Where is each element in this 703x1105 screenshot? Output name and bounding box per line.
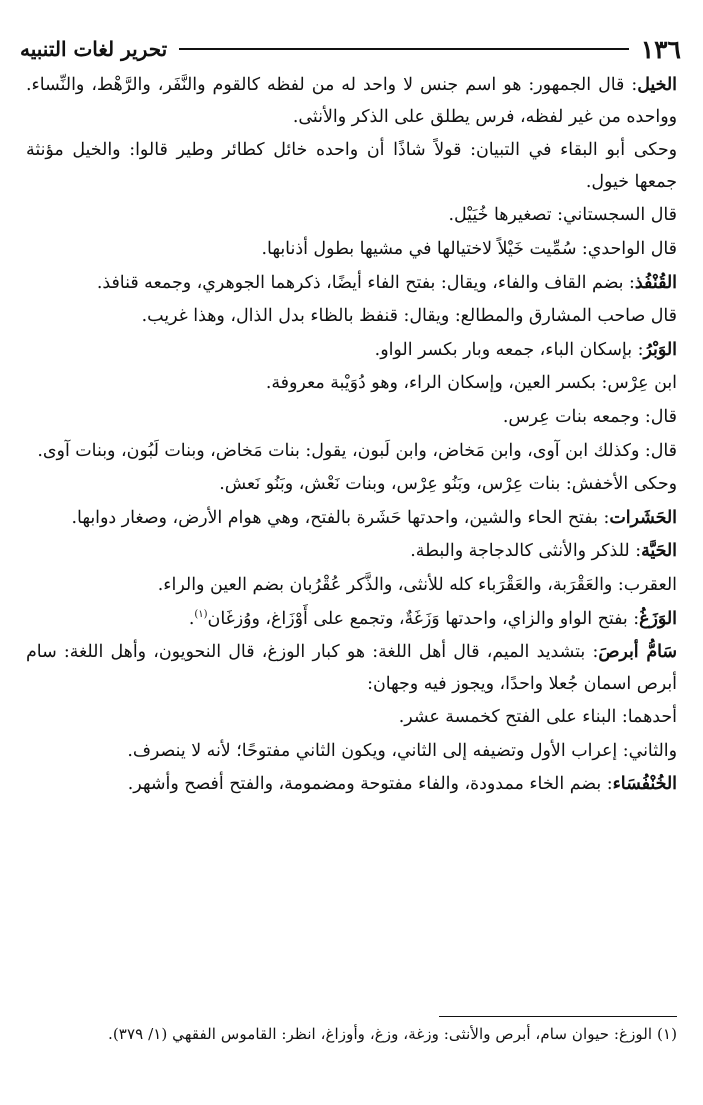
paragraph <box>26 637 677 700</box>
paragraph <box>26 570 677 602</box>
paragraph-text: قال: وكذلك ابن آوى، وابن مَخاض، وابن لَبون، يقول: بنات مَخاض، وبنات لَبُون، وبنات آوى. <box>37 440 677 461</box>
paragraph-text: : بفتح الواو والزاي، واحدتها وَزَغَةٌ، وتجمع على أَوْزَاغ، ووُزغَان <box>207 608 640 629</box>
paragraph-text: قال: وجمعه بنات عِرس. <box>502 406 677 427</box>
paragraph <box>26 234 677 266</box>
paragraph-text: : بفتح الحاء والشين، واحدتها حَشَرة بالفتح، وهي هوام الأرض، وصغار دوابها. <box>71 507 610 528</box>
paragraph-text: : بضم الخاء ممدودة، والفاء مفتوحة ومضمومة، والفتح أفصح وأشهر. <box>127 774 613 795</box>
footnote-rule <box>439 1016 677 1017</box>
lemma: الحَشَرات <box>609 507 677 528</box>
body-text <box>26 70 677 801</box>
page-header <box>20 32 681 66</box>
paragraph <box>26 702 677 734</box>
paragraph <box>26 503 677 535</box>
lemma: سَامُّ أبرصَ <box>598 642 678 663</box>
paragraph-text: قال الواحدي: سُمِّيت خَيْلاً لاختيالها في مشيها بطول أذنابها. <box>261 238 677 259</box>
paragraph <box>26 402 677 434</box>
paragraph-text: قال صاحب المشارق والمطالع: ويقال: قنفظ بالظاء بدل الذال، وهذا غريب. <box>141 306 677 327</box>
paragraph <box>26 736 677 768</box>
paragraph <box>26 268 677 300</box>
paragraph-text: والثاني: إعراب الأول وتضيفه إلى الثاني، ويكون الثاني مفتوحًا؛ لأنه لا ينصرف. <box>127 740 677 761</box>
paragraph <box>26 769 677 801</box>
paragraph <box>26 368 677 400</box>
paragraph <box>26 604 677 636</box>
paragraph-text: وحكى أبو البقاء في التبيان: قولاً شاذًا أن واحده خائل كطائر وطير قالوا: والخيل مؤنثة جمعها خيول. <box>26 140 677 192</box>
page-number: ١٣٦ <box>640 34 681 64</box>
lemma: الوَبْرُ <box>643 339 677 360</box>
paragraph <box>26 536 677 568</box>
running-title: تحرير لغات التنبيه <box>20 37 168 61</box>
paragraph <box>26 200 677 232</box>
paragraph-text: أحدهما: البناء على الفتح كخمسة عشر. <box>398 707 677 728</box>
lemma: الخُنْفُسَاء <box>612 774 677 795</box>
paragraph-text: : بتشديد الميم، قال أهل اللغة: هو كبار الوزغ، قال النحويون، وأهل اللغة: سام أبرص اسمان جُعلا واحدًا، ويجوز فيه وجهان: <box>26 642 677 694</box>
paragraph <box>26 301 677 333</box>
paragraph-text: : بإسكان الباء، جمعه وبار بكسر الواو. <box>374 339 644 360</box>
paragraph-text: قال السجستاني: تصغيرها خُيَيْل. <box>448 205 677 226</box>
paragraph <box>26 135 677 198</box>
paragraph-text: : للذكر والأنثى كالدجاجة والبطة. <box>410 541 642 562</box>
lemma: الحَيَّة <box>641 541 677 562</box>
paragraph <box>26 436 677 468</box>
paragraph-text: ابن عِرْس: بكسر العين، وإسكان الراء، وهو دُوَيْبة معروفة. <box>265 373 677 394</box>
lemma: القُنْفُذ <box>634 272 677 293</box>
paragraph <box>26 469 677 501</box>
footnote: (١) الوزغ: حيوان سام، أبرص والأنثى: وزغة، وزغ، وأوزاغ، انظر: القاموس الفقهي (١/ ٣٧٩). <box>108 1025 677 1043</box>
lemma: الوَزَغُ <box>639 608 677 629</box>
paragraph-text: : بضم القاف والفاء، ويقال: بفتح الفاء أيضًا، ذكرهما الجوهري، وجمعه قنافذ. <box>96 272 635 293</box>
lemma: الخيل <box>637 75 677 95</box>
paragraph-text: : قال الجمهور: هو اسم جنس لا واحد له من لفظه كالقوم والنَّفَر، والرَّهْط، والنِّساء. وواحده من غير لفظه، فرس يطلق على الذكر والأنثى. <box>26 75 677 127</box>
header-rule <box>179 48 628 50</box>
paragraph-tail: . <box>188 608 195 629</box>
paragraph <box>26 335 677 367</box>
paragraph-text: وحكى الأخفش: بنات عِرْس، وبَنُو عِرْس، وبنات نَعْش، وبَنُو نَعش. <box>219 474 677 495</box>
paragraph <box>26 70 677 133</box>
paragraph-text: العقرب: والعَقْرَبة، والعَقْرَباء كله للأنثى، والذَّكر عُقْرُبان بضم العين والراء. <box>157 574 677 595</box>
footnote-marker: (١) <box>194 608 208 620</box>
